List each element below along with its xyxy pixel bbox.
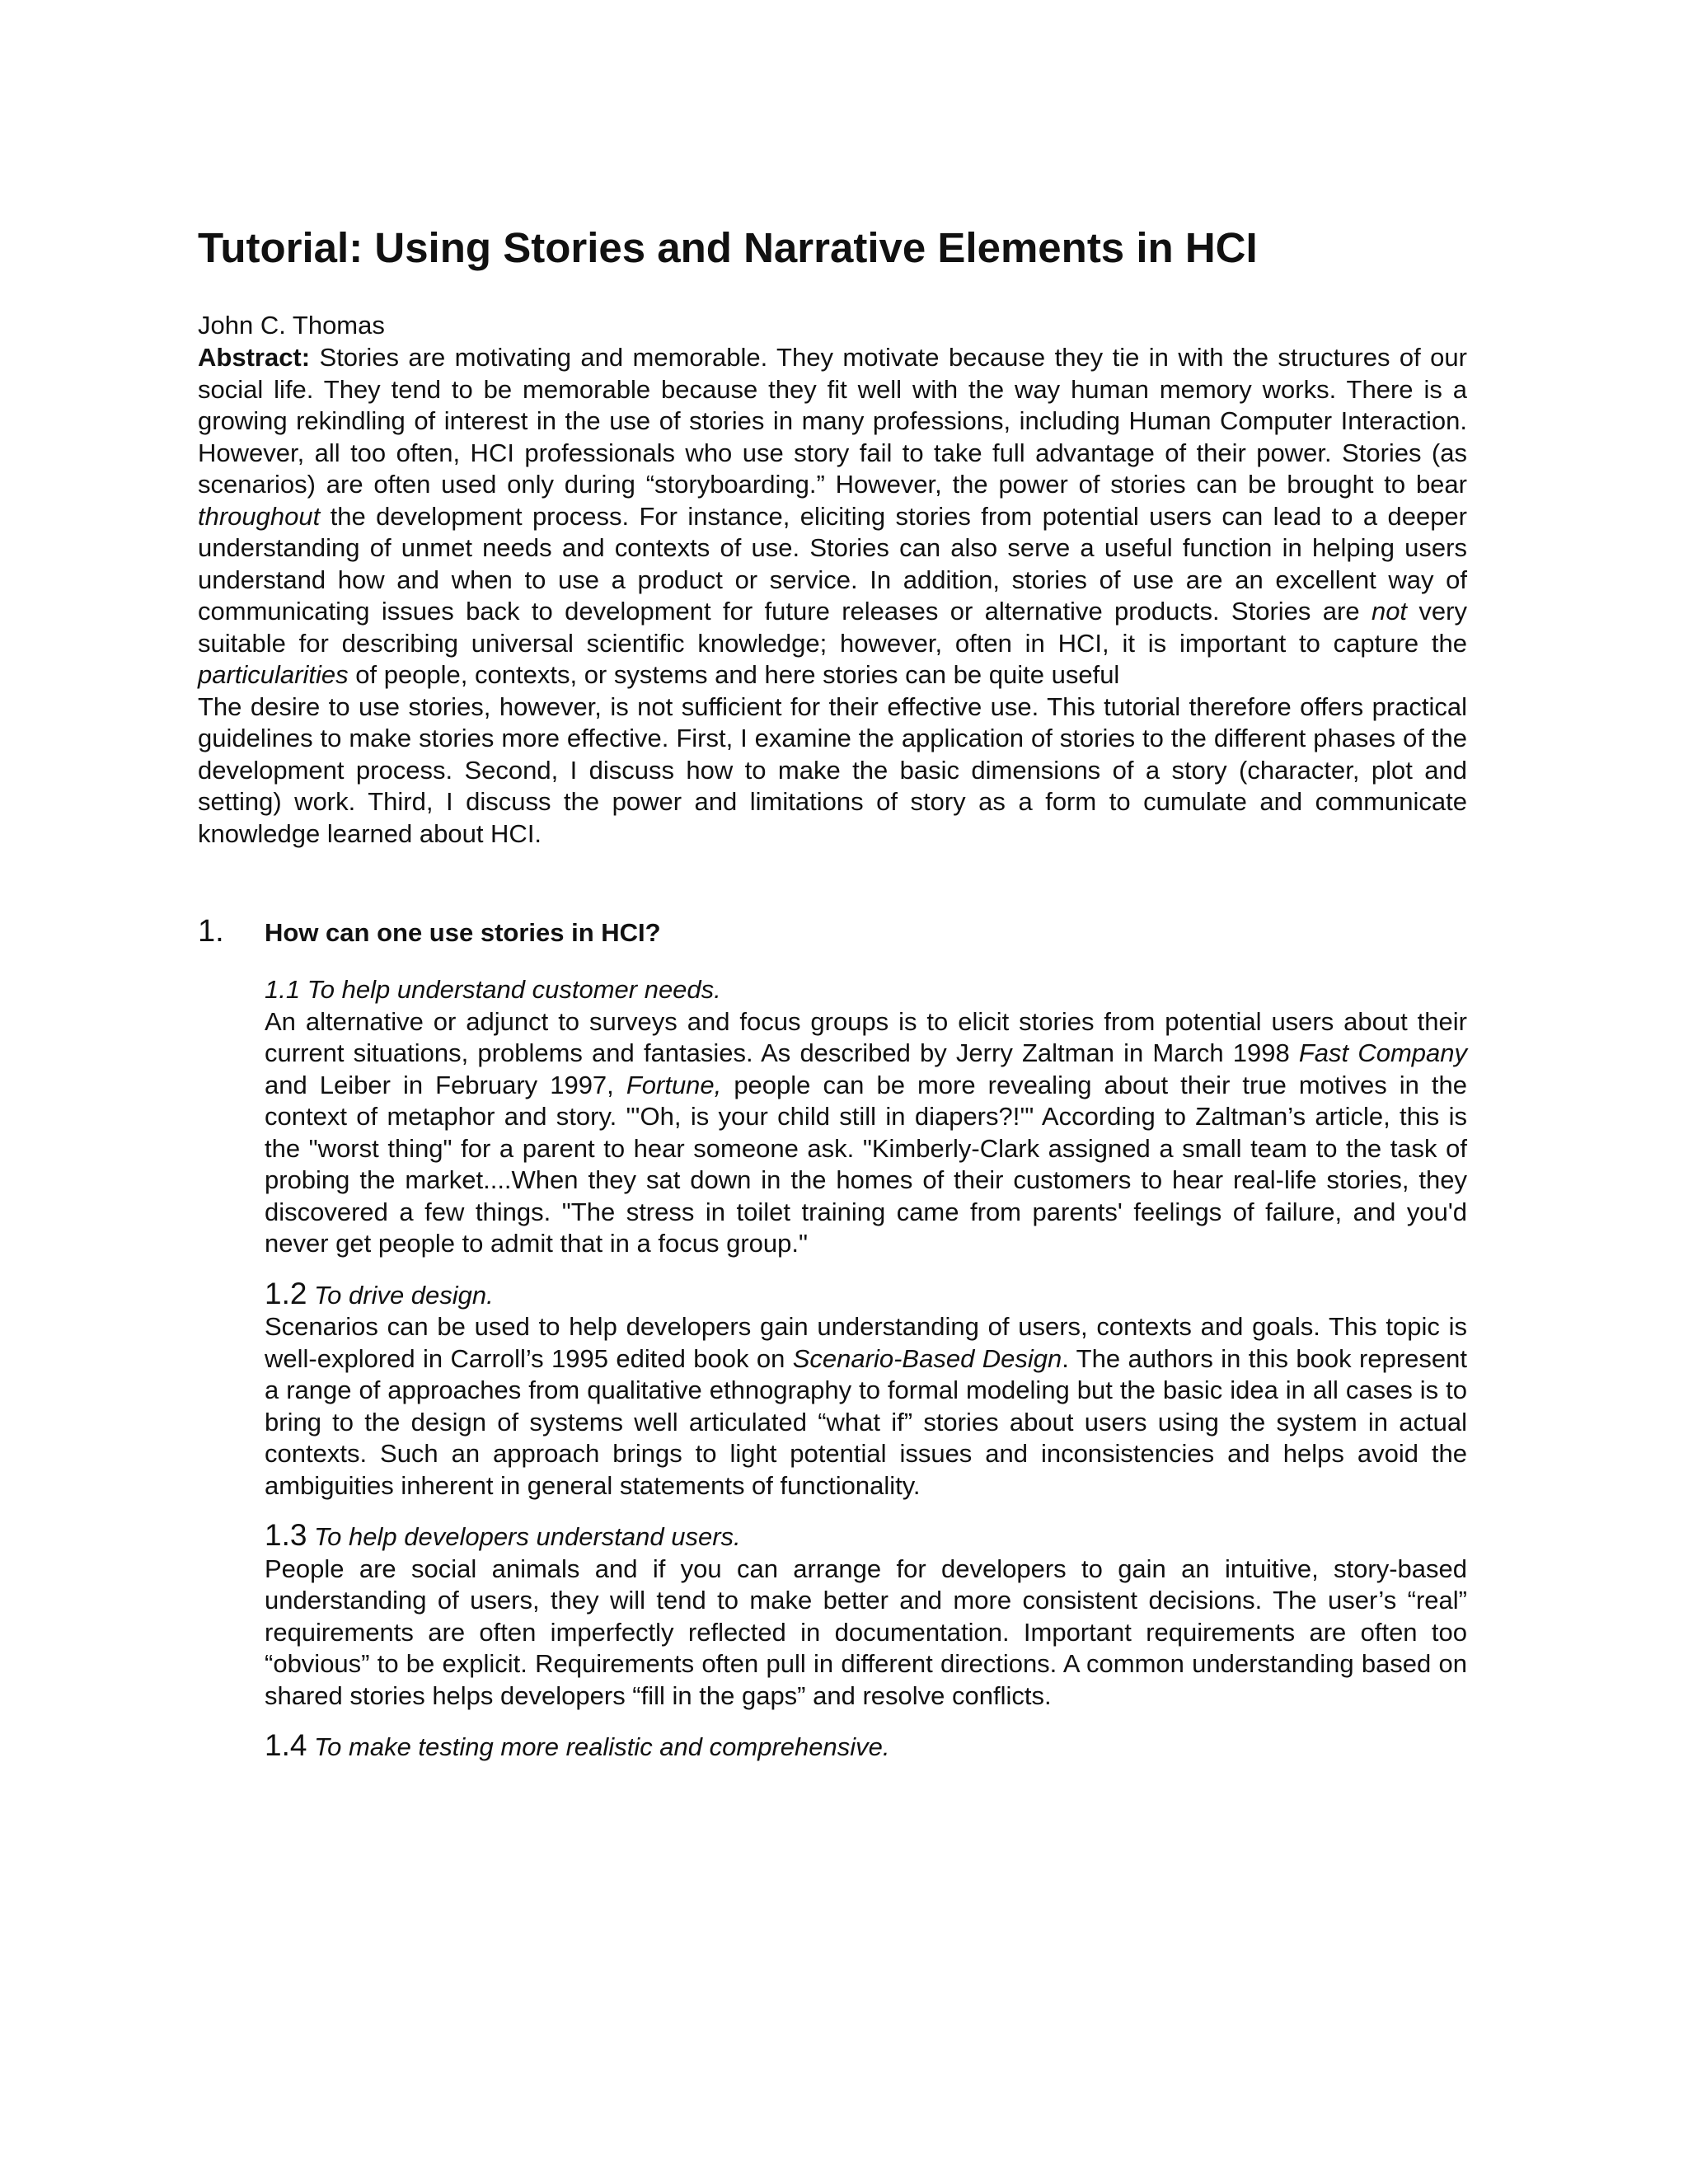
intro-paragraph: The desire to use stories, however, is not sufficient for their effective use. This tutorial therefore offers practical guidelines to make stories more effective. First, I examine the application of stories to the different phases of the development process. Second, I discuss how to make the basic dimensions of a story (character, plot and setting) work. Third, I discuss the power and limitations of story as a form to cumulate and communicate knowledge learned about HCI.: [198, 691, 1467, 848]
abstract-emphasis-throughout: throughout: [198, 501, 321, 531]
emphasis-fast-company: Fast Company: [1298, 1038, 1468, 1068]
subsection-1-3: [265, 1520, 1467, 1712]
subsection-1-2-paragraph: Scenarios can be used to help developers gain understanding of users, contexts and goals. This topic is well-explored in Carroll’s 1995 edited book on Scenario-Based Design. The authors in this book represent a range of approaches from qualitative ethnography to formal modeling but the basic idea in all cases is to bring to the design of systems well articulated “what if” stories about users using the system in actual contexts. Such an approach brings to light potential issues and inconsistencies and helps avoid the ambiguities inherent in general statements of functionality.: [265, 1312, 1467, 1500]
paper-title: Tutorial: Using Stories and Narrative Elements in HCI: [198, 224, 1258, 271]
abstract-text-4: of people, contexts, or systems and here stories can be quite useful: [348, 660, 1120, 690]
section-number: 1.: [198, 914, 224, 949]
abstract-paragraph: [198, 342, 1467, 691]
section-title: How can one use stories in HCI?: [265, 918, 661, 948]
abstract-emphasis-particularities: particularities: [198, 660, 349, 690]
document-page: [198, 223, 1467, 1764]
subsection-1-4-heading: [265, 1730, 1467, 1764]
emphasis-fortune: Fortune,: [626, 1070, 722, 1099]
subsection-title: To drive design.: [314, 1280, 494, 1310]
subsection-title: To make testing more realistic and comprehensive.: [314, 1732, 890, 1762]
subsection-1-3-paragraph: People are social animals and if you can arrange for developers to gain an intuitive, story-based understanding of users, they will tend to make better and more consistent decisions. The user’s “real” requirements are often imperfectly reflected in documentation. Important requirements are often too “obvious” to be explicit. Requirements often pull in different directions. A common understanding based on shared stories helps developers “fill in the gaps” and resolve conflicts.: [265, 1554, 1467, 1710]
subsection-number: 1.3: [265, 1518, 307, 1553]
subsection-1-1-paragraph: An alternative or adjunct to surveys and focus groups is to elicit stories from potential users about their current situations, problems and fantasies. As described by Jerry Zaltman in March 1998 Fast Company and Leiber in February 1997, Fortune, people can be more revealing about their true motives in the context of metaphor and story. "'Oh, is your child still in diapers?!'" According to Zaltman’s article, this is the "worst thing" for a parent to hear someone ask. "Kimberly-Clark assigned a small team to the task of probing the market....When they sat down in the homes of their customers to hear real-life stories, they discovered a few things. "The stress in toilet training came from parents' feelings of failure, and you'd never get people to admit that in a focus group.": [265, 1006, 1468, 1258]
section-1-body: [265, 974, 1467, 1764]
subsection-1-2: [265, 1278, 1467, 1502]
subsection-1-1-heading: 1.1 To help understand customer needs.: [265, 975, 721, 1005]
subsection-1-3-heading: [265, 1520, 1467, 1554]
abstract-text-3: very suitable for describing universal scientific knowledge; however, often in HCI, it is important to capture the: [198, 597, 1467, 658]
subsection-number: 1.4: [265, 1728, 307, 1763]
section-1-heading: [198, 914, 1467, 949]
emphasis-scenario-based-design: Scenario-Based Design: [792, 1343, 1062, 1373]
author-name: John C. Thomas: [198, 311, 385, 340]
abstract-text-1: Stories are motivating and memorable. They motivate because they tie in with the structures of our social life. They tend to be memorable because they fit well with the way human memory works. There is a growing rekindling of interest in the use of stories in many professions, including Human Computer Interaction. However, all too often, HCI professionals who use story fail to take full advantage of their power. Stories (as scenarios) are often used only during “storyboarding.” However, the power of stories can be brought to bear: [198, 343, 1467, 499]
subsection-title: To help developers understand users.: [314, 1522, 741, 1552]
subsection-1-4: [265, 1730, 1467, 1764]
abstract-text-2: the development process. For instance, eliciting stories from potential users can lead to a deeper understanding of unmet needs and contexts of use. Stories can also serve a useful function in helping users understand how and when to use a product or service. In addition, stories of use are an excellent way of communicating issues back to development for future releases or alternative products. Stories are: [198, 501, 1467, 626]
abstract-emphasis-not: not: [1371, 597, 1408, 626]
abstract-label: Abstract:: [198, 343, 311, 373]
subsection-number: 1.2: [265, 1276, 307, 1310]
subsection-1-2-heading: [265, 1278, 1467, 1312]
subsection-1-1: [265, 974, 1467, 1260]
